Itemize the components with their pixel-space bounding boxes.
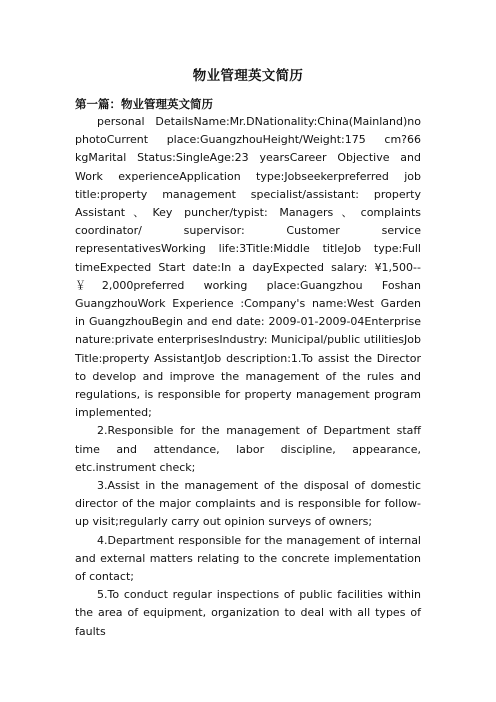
body-paragraph: 4.Department responsible for the management of internal and external matters relating to the concrete implementation of contact; bbox=[75, 533, 421, 584]
body-paragraph: 3.Assist in the management of the disposal of domestic director of the major complaints and is responsible for follow-up visit;regularly carry out opinion surveys of owners; bbox=[75, 479, 421, 529]
document-body bbox=[75, 113, 421, 641]
body-paragraph: personal DetailsName:Mr.DNationality:China(Mainland)no photoCurrent place:GuangzhouHeight/Weight:175 cm?66 kgMarital Status:SingleAge:23 yearsCareer Objective and Work experienceApplication type:Jobseekerpreferred job title:property management specialist/assistant: property Assistant、Key puncher/typist: Managers、complaints coordinator/ supervisor: Customer service representativesWorking life:3Title:Middle titleJob type:Full timeExpected Start date:In a dayExpected salary: ¥1,500--￥2,000preferred working place:Guangzhou Foshan GuangzhouWork Experience :Company's name:West Garden in GuangzhouBegin and end date: 2009-01-2009-04Enterprise nature:private enterprisesIndustry: Municipal/public utilitiesJob Title:property AssistantJob description:1.To assist the Director to develop and improve the management of the rules and regulations, is responsible for property management program implemented; bbox=[75, 115, 421, 420]
document-title: 物业管理英文简历 bbox=[192, 68, 304, 84]
body-paragraph: 2.Responsible for the management of Department staff time and attendance, labor discipline, appearance, etc.instrument check; bbox=[75, 424, 421, 474]
body-paragraph: 5.To conduct regular inspections of public facilities within the area of equipment, organization to deal with all types of faults bbox=[75, 588, 421, 638]
section-heading: 第一篇：物业管理英文简历 bbox=[75, 97, 213, 111]
